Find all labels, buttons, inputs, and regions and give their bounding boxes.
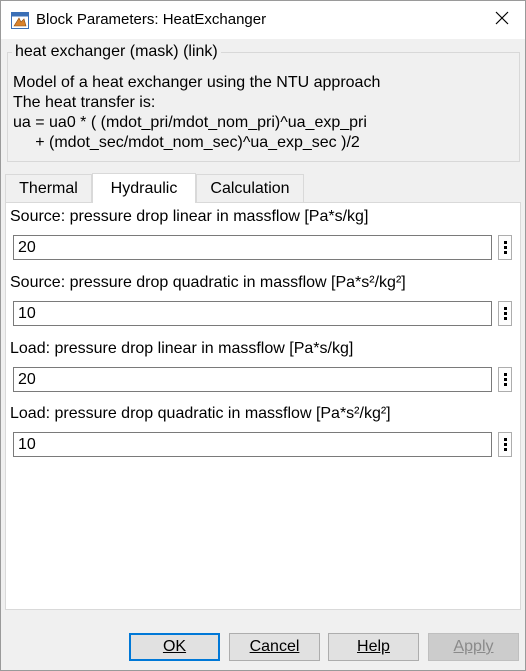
tab-bar	[5, 174, 521, 203]
mask-description-group	[7, 43, 520, 162]
cancel-button[interactable]: Cancel	[229, 633, 320, 661]
more-options-icon	[504, 438, 507, 441]
apply-button[interactable]: Apply	[428, 633, 519, 661]
load-quadratic-drop-input[interactable]	[13, 432, 492, 457]
more-options-icon	[504, 373, 507, 376]
source-linear-drop-options-button[interactable]	[498, 235, 512, 260]
tab-hydraulic[interactable]: Hydraulic	[92, 173, 196, 203]
title-bar	[1, 1, 525, 39]
more-options-icon	[504, 241, 507, 244]
group-title: heat exchanger (mask) (link)	[12, 43, 221, 61]
load-linear-drop-options-button[interactable]	[498, 367, 512, 392]
source-quadratic-drop-input[interactable]	[13, 301, 492, 326]
tab-calculation[interactable]: Calculation	[196, 174, 304, 202]
source-quadratic-drop-label: Source: pressure drop quadratic in massflow [Pa*s²/kg²]	[10, 274, 406, 291]
simulink-block-icon	[11, 12, 29, 29]
close-icon	[495, 11, 509, 30]
tab-thermal[interactable]: Thermal	[5, 174, 92, 202]
load-quadratic-drop-options-button[interactable]	[498, 432, 512, 457]
mask-description: Model of a heat exchanger using the NTU approach The heat transfer is: ua = ua0 * ( (mdot_pri/mdot_nom_pri)^ua_exp_pri + (mdot_sec/mdot_nom_sec)^ua_exp_sec )/2	[13, 74, 381, 151]
source-linear-drop-input[interactable]	[13, 235, 492, 260]
load-linear-drop-label: Load: pressure drop linear in massflow [Pa*s/kg]	[10, 340, 354, 357]
source-linear-drop-label: Source: pressure drop linear in massflow [Pa*s/kg]	[10, 208, 369, 225]
hydraulic-tab-panel	[5, 202, 521, 610]
source-quadratic-drop-options-button[interactable]	[498, 301, 512, 326]
help-button[interactable]: Help	[328, 633, 419, 661]
close-button[interactable]	[479, 1, 525, 39]
window-title: Block Parameters: HeatExchanger	[36, 11, 267, 28]
load-linear-drop-input[interactable]	[13, 367, 492, 392]
load-quadratic-drop-label: Load: pressure drop quadratic in massflow [Pa*s²/kg²]	[10, 405, 391, 422]
ok-button[interactable]: OK	[129, 633, 220, 661]
more-options-icon	[504, 307, 507, 310]
